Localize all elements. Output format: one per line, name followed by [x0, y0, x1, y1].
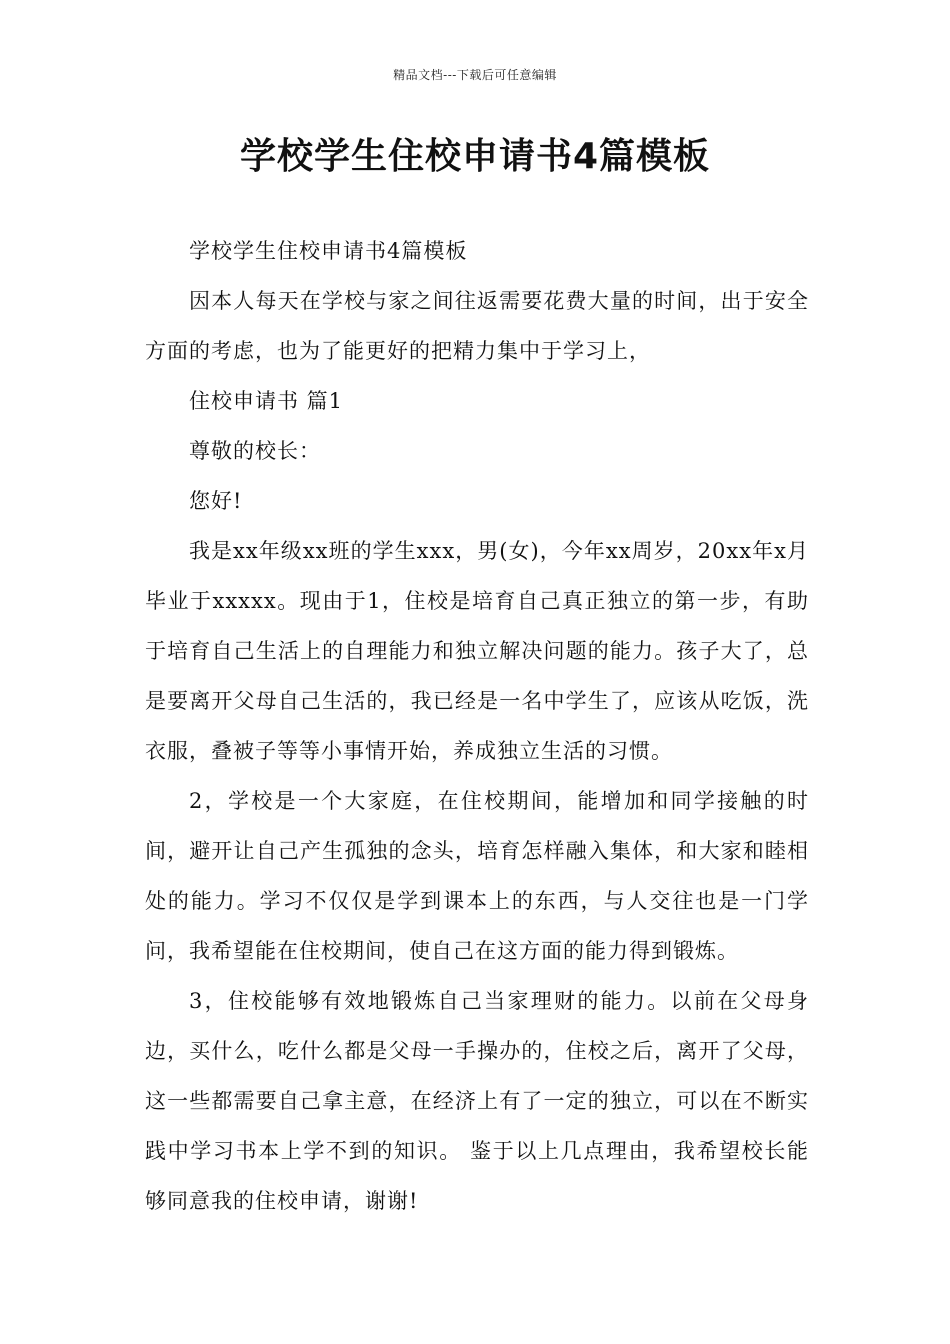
paragraph-reason-2: 2，学校是一个大家庭，在住校期间，能增加和同学接触的时间，避开让自己产生孤独的念头，培育怎样融入集体，和大家和睦相处的能力。学习不仅仅是学到课本上的东西，与人交往也是一门学问，我希望能在住校期间，使自己在这方面的能力得到锻炼。	[145, 789, 809, 963]
paragraph-reason-1: 我是xx年级xx班的学生xxx，男(女)，今年xx周岁，20xx年x月毕业于xxxxx。现由于1，住校是培育自己真正独立的第一步，有助于培育自己生活上的自理能力和独立解决问题的能力。孩子大了，总是要离开父母自己生活的，我已经是一名中学生了，应该从吃饭，洗衣服，叠被子等等小事情开始，养成独立生活的习惯。	[145, 539, 809, 763]
document-title: 学校学生住校申请书4篇模板	[239, 136, 711, 177]
paragraph-greeting: 您好!	[189, 489, 243, 513]
document-body	[145, 226, 809, 1226]
paragraph-reason-3: 3，住校能够有效地锻炼自己当家理财的能力。以前在父母身边，买什么，吃什么都是父母一手操办的，住校之后，离开了父母，这一些都需要自己拿主意，在经济上有了一定的独立，可以在不断实践中学习书本上学不到的知识。 鉴于以上几点理由，我希望校长能够同意我的住校申请，谢谢!	[145, 989, 809, 1213]
paragraph-section-heading: 住校申请书 篇1	[189, 389, 344, 413]
header-note: 精品文档---下载后可任意编辑	[393, 68, 557, 82]
paragraph-salutation: 尊敬的校长：	[189, 439, 321, 463]
paragraph-subtitle: 学校学生住校申请书4篇模板	[189, 239, 468, 263]
paragraph-intro: 因本人每天在学校与家之间往返需要花费大量的时间，出于安全方面的考虑，也为了能更好的把精力集中于学习上，	[145, 289, 809, 363]
